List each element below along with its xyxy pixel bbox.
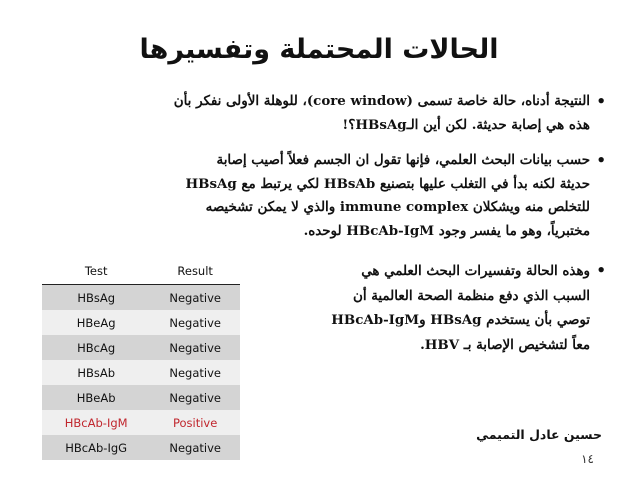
table-row (42, 360, 240, 385)
test-cell: HBeAb (42, 385, 150, 410)
bullet-who-recommendation (270, 259, 606, 357)
page-number: ١٤ (581, 452, 594, 466)
column-header-result: Result (150, 258, 240, 285)
test-cell: HBsAg (42, 285, 150, 311)
bullet-line: • حسب بيانات البحث العلمي، فإنها تقول ان الجسم فعلاً أصيب إصابة (216, 152, 590, 168)
bullet-line: مختبرياً، وهو ما يفسر وجود HBcAb-IgM لوحده. (303, 222, 590, 239)
bullet-line: حديثة لكنه بدأ في التغلب عليها بتصنيع HBsAb لكي يرتبط مع HBsAg (185, 175, 590, 192)
bullet-line: • النتيجة أدناه، حالة خاصة تسمى (core window)، للوهلة الأولى نفكر بأن (173, 93, 590, 109)
table-header-row (42, 258, 240, 285)
table-row (42, 385, 240, 410)
test-cell: HBsAb (42, 360, 150, 385)
result-cell: Negative (150, 310, 240, 335)
slide-title: الحالات المحتملة وتفسيرها (139, 34, 499, 65)
bullet-line: توصي بأن يستخدم HBsAg وHBcAb-IgM (331, 312, 590, 328)
result-cell: Negative (150, 435, 240, 460)
bullet-core-window (30, 90, 606, 142)
bullet-line: للتخلص منه ويشكلان immune complex والذي لا يمكن تشخيصه (205, 199, 590, 215)
test-cell: HBcAb-IgG (42, 435, 150, 460)
result-cell: Negative (150, 360, 240, 385)
table-row (42, 285, 240, 311)
result-cell: Negative (150, 385, 240, 410)
bullet-line: هذه هي إصابة حديثة. لكن أين الـHBsAg؟! (342, 116, 590, 133)
bullet-line: السبب الذي دفع منظمة الصحة العالمية أن (353, 287, 590, 304)
bullet-research-explanation (30, 149, 606, 257)
bullet-line: معاً لتشخيص الإصابة بـ HBV. (420, 336, 590, 353)
table-row (42, 310, 240, 335)
test-cell: HBcAg (42, 335, 150, 360)
table-row (42, 335, 240, 360)
test-results-table (42, 258, 240, 460)
table-row (42, 410, 240, 435)
test-cell: HBcAb-IgM (42, 410, 150, 435)
result-cell: Negative (150, 285, 240, 311)
bullet-line: • وهذه الحالة وتفسيرات البحث العلمي هي (361, 263, 590, 279)
author-signature: حسين عادل التميمي (476, 427, 602, 442)
table-row (42, 435, 240, 460)
column-header-test: Test (42, 258, 150, 285)
result-cell: Positive (150, 410, 240, 435)
test-cell: HBeAg (42, 310, 150, 335)
result-cell: Negative (150, 335, 240, 360)
